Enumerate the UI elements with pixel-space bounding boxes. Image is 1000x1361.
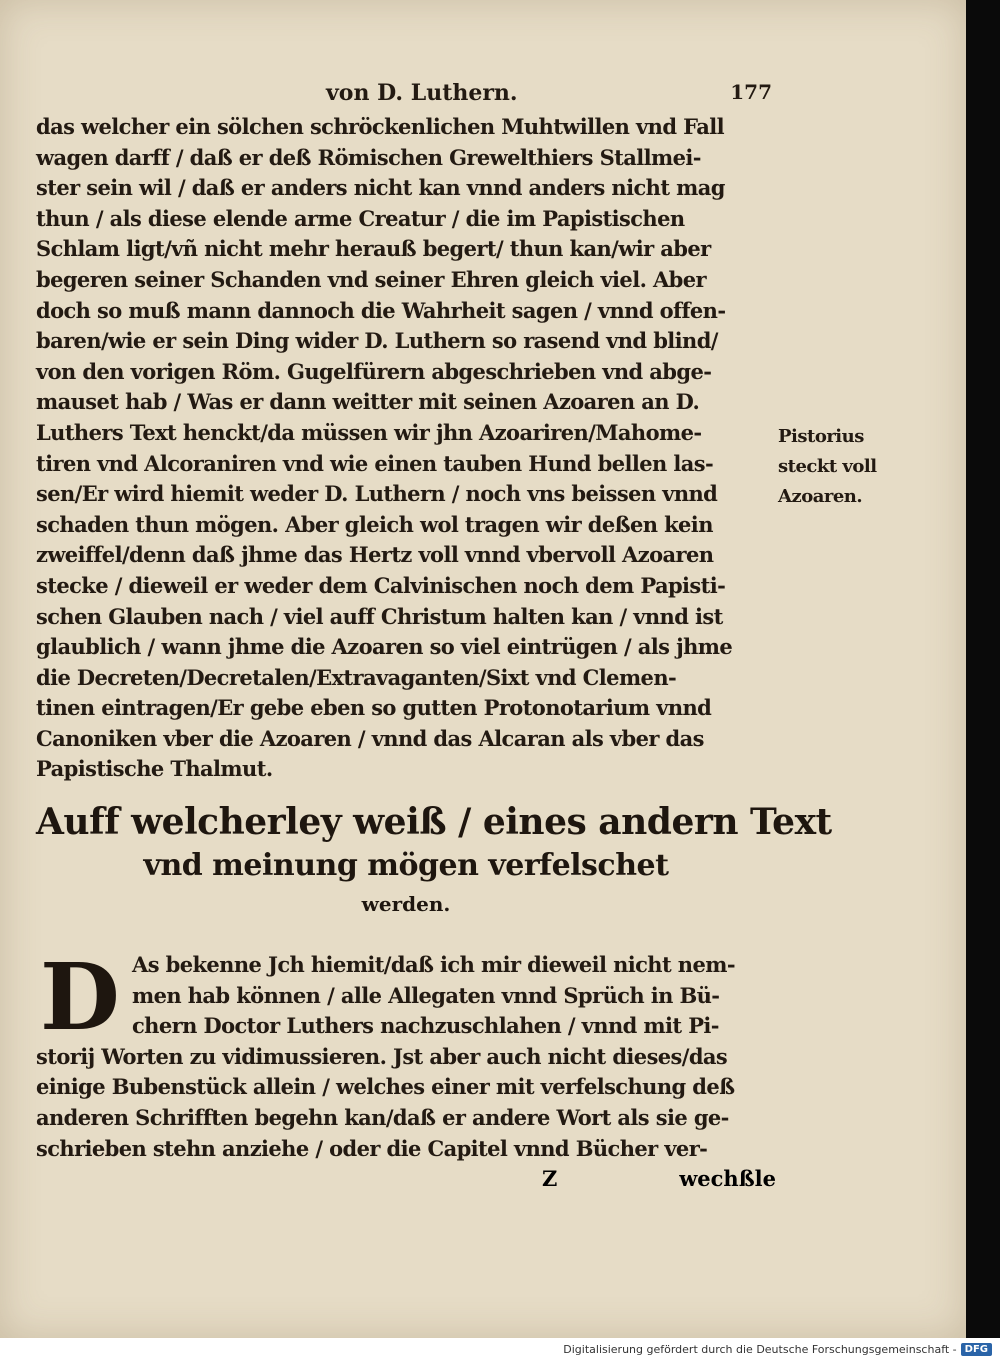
text-line: Schlam ligt/vñ nicht mehr herauß begert/ thun kan/wir aber — [36, 236, 711, 262]
text-line: tinen eintragen/Er gebe eben so gutten Protonotarium vnnd — [36, 695, 712, 721]
heading-line-3: werden. — [361, 892, 451, 916]
margin-note-line: Azoaren. — [778, 486, 863, 507]
catchword: wechßle — [679, 1166, 776, 1192]
margin-note-line: steckt voll — [778, 456, 877, 477]
text-line: stecke / dieweil er weder dem Calvinischen noch dem Papisti- — [36, 572, 726, 598]
second-paragraph — [36, 943, 776, 1195]
text-line: Papistische Thalmut. — [36, 756, 273, 782]
signature-mark: Z — [542, 1166, 558, 1192]
heading-line-2: vnd meinung mögen verfelschet — [143, 848, 669, 883]
dfg-logo: DFG — [961, 1343, 992, 1356]
text-line: chern Doctor Luthers nachzuschlahen / vnnd mit Pi- — [132, 1013, 719, 1039]
text-line: Canoniken vber die Azoaren / vnnd das Alcaran als vber das — [36, 725, 704, 751]
text-line: doch so muß mann dannoch die Wahrheit sagen / vnnd offen- — [36, 297, 726, 323]
text-line: begeren seiner Schanden vnd seiner Ehren gleich viel. Aber — [36, 266, 706, 292]
margin-note — [778, 422, 888, 512]
running-head — [36, 80, 772, 110]
text-line: schen Glauben nach / viel auff Christum halten kan / vnnd ist — [36, 603, 723, 629]
text-line: baren/wie er sein Ding wider D. Luthern so rasend vnd blind/ — [36, 328, 718, 354]
text-line: sen/Er wird hiemit weder D. Luthern / noch vns beissen vnnd — [36, 481, 718, 507]
text-line: wagen darff / daß er deß Römischen Grewelthiers Stallmei- — [36, 144, 701, 170]
footer-bar — [0, 1338, 1000, 1361]
text-line: die Decreten/Decretalen/Extravaganten/Sixt vnd Clemen- — [36, 664, 677, 690]
decorated-initial: D — [40, 943, 120, 1051]
text-line: thun / als diese elende arme Creatur / die im Papistischen — [36, 205, 685, 231]
text-line: ster sein wil / daß er anders nicht kan vnnd anders nicht mag — [36, 175, 725, 201]
text-line: storij Worten zu vidimussieren. Jst aber auch nicht dieses/das — [36, 1043, 728, 1069]
body-text — [36, 112, 776, 785]
text-line: anderen Schrifften begehn kan/daß er andere Wort als sie ge- — [36, 1104, 729, 1130]
section-heading — [36, 798, 832, 922]
text-line: mauset hab / Was er dann weitter mit seinen Azoaren an D. — [36, 389, 700, 415]
text-line: zweiffel/denn daß jhme das Hertz voll vnnd vbervoll Azoaren — [36, 542, 714, 568]
signature-row — [36, 1164, 776, 1195]
text-line: von den vorigen Röm. Gugelfürern abgeschrieben vnd abge- — [36, 358, 712, 384]
text-line: schaden thun mögen. Aber gleich wol tragen wir deßen kein — [36, 511, 713, 537]
text-line: Luthers Text henckt/da müssen wir jhn Azoariren/Mahome- — [36, 419, 702, 445]
margin-note-line: Pistorius — [778, 426, 864, 447]
heading-line-1: Auff welcherley weiß / eines andern Text — [36, 801, 832, 843]
text-line: tiren vnd Alcoraniren vnd wie einen tauben Hund bellen las- — [36, 450, 714, 476]
page-number: 177 — [730, 80, 772, 104]
scan-border — [966, 0, 1000, 1338]
text-line: men hab können / alle Allegaten vnnd Sprüch in Bü- — [132, 982, 720, 1008]
text-line: das welcher ein sölchen schröckenlichen Muhtwillen vnd Fall — [36, 114, 725, 139]
footer-credit: Digitalisierung gefördert durch die Deutsche Forschungsgemeinschaft - — [563, 1343, 957, 1356]
text-line: schrieben stehn anziehe / oder die Capitel vnnd Bücher ver- — [36, 1135, 708, 1161]
running-head-title: von D. Luthern. — [326, 80, 518, 106]
text-line: As bekenne Jch hiemit/daß ich mir dieweil nicht nem- — [132, 952, 735, 977]
text-line: einige Bubenstück allein / welches einer mit verfelschung deß — [36, 1074, 735, 1100]
text-line: glaublich / wann jhme die Azoaren so viel eintrügen / als jhme — [36, 634, 733, 660]
